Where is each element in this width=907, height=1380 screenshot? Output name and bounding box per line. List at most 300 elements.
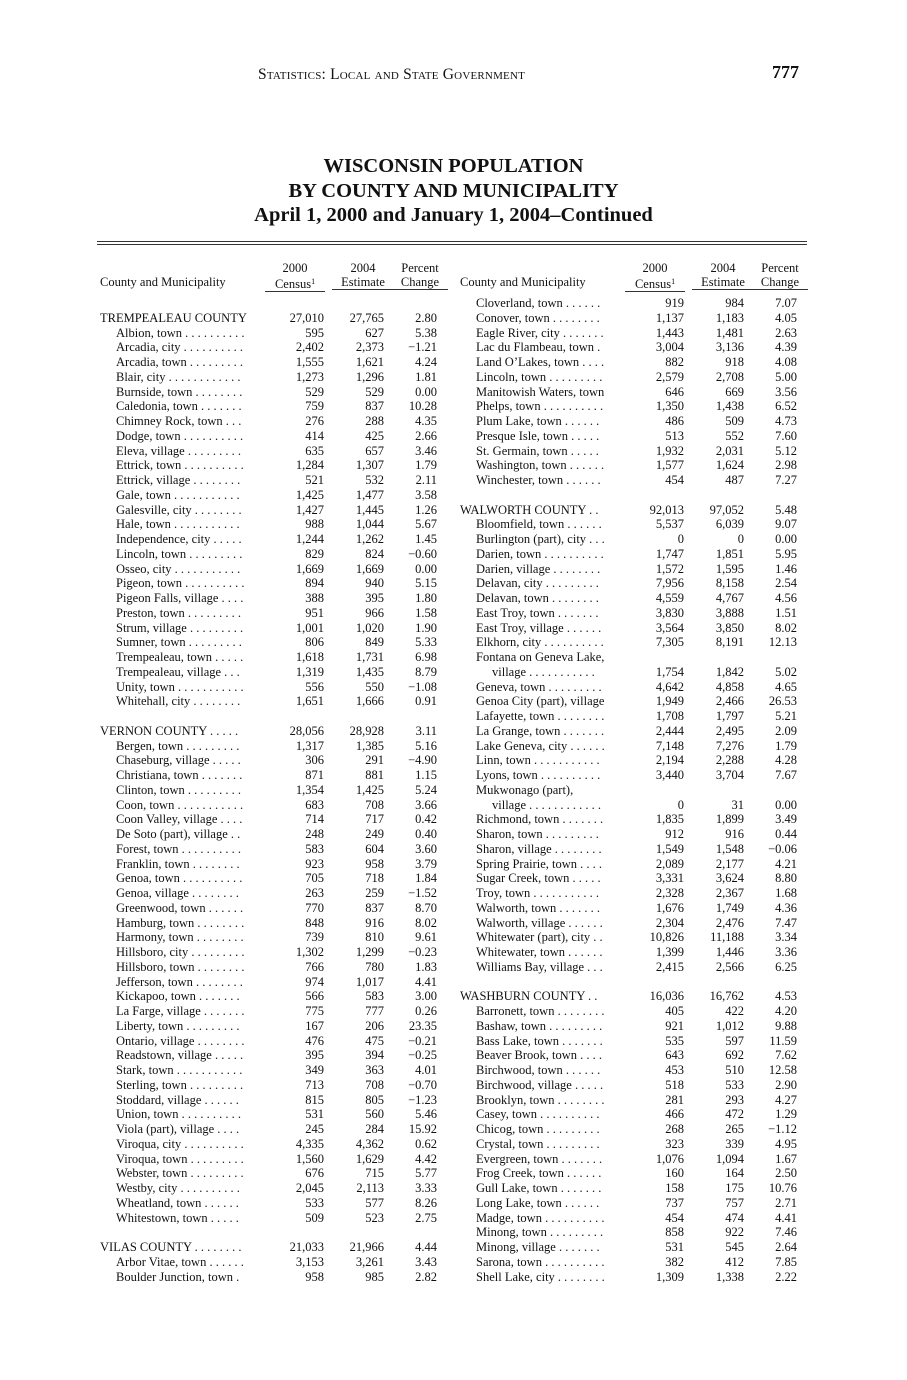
municipality-name: Evergreen, town . . . . . . .: [476, 1151, 603, 1166]
percent-change: 2.90: [775, 1077, 797, 1092]
municipality-name: Sumner, town . . . . . . . . .: [116, 635, 242, 650]
estimate-2004: 1,445: [355, 502, 384, 517]
municipality-name: Spring Prairie, town . . . .: [476, 856, 603, 871]
percent-change: 1.68: [775, 886, 797, 900]
estimate-2004: 2,466: [715, 694, 744, 709]
estimate-2004: 2,177: [715, 856, 744, 871]
census-2000: 759: [305, 399, 324, 414]
municipality-name: Harmony, town . . . . . . . .: [116, 930, 244, 945]
estimate-2004: 475: [365, 1033, 384, 1048]
estimate-2004: 1,595: [715, 561, 744, 576]
census-2000: 912: [665, 827, 684, 841]
percent-change: 2.64: [775, 1240, 797, 1254]
table-row: [460, 355, 805, 370]
header-census-top: 2000: [282, 261, 308, 275]
estimate-2004: 810: [365, 930, 384, 945]
municipality-name: De Soto (part), village . .: [116, 827, 241, 841]
estimate-2004: 3,704: [715, 768, 744, 782]
municipality-name: Lyons, town . . . . . . . . . .: [476, 768, 601, 782]
percent-change: 0.00: [775, 797, 797, 812]
table-row: [460, 1107, 805, 1122]
estimate-2004: 28,928: [349, 723, 384, 738]
municipality-name: Union, town . . . . . . . . . .: [116, 1107, 241, 1122]
estimate-2004: 3,850: [715, 620, 744, 635]
estimate-2004: 1,446: [715, 945, 744, 959]
municipality-name: Winchester, town . . . . . .: [476, 473, 601, 487]
census-2000: 513: [665, 428, 684, 443]
census-2000: 566: [305, 989, 324, 1004]
table-row: [460, 547, 805, 562]
table-row: [460, 753, 805, 768]
municipality-name: Viroqua, town . . . . . . . . .: [116, 1151, 244, 1166]
table-row: [100, 871, 445, 886]
percent-change: 4.28: [775, 753, 797, 768]
municipality-name: Stoddard, village . . . . . .: [116, 1092, 239, 1107]
percent-change: 3.33: [415, 1181, 437, 1195]
table-row: [460, 930, 805, 945]
section-spacer: [100, 296, 445, 311]
municipality-name: Richmond, town . . . . . . .: [476, 812, 604, 827]
estimate-2004: 206: [365, 1018, 384, 1033]
percent-change: 1.83: [415, 959, 437, 974]
estimate-2004: 394: [365, 1048, 384, 1063]
estimate-2004: 1,262: [355, 532, 384, 546]
estimate-2004: 533: [725, 1077, 744, 1092]
table-row: [100, 576, 445, 591]
census-2000: 388: [305, 591, 324, 605]
municipality-name: Whitehall, city . . . . . . . .: [116, 694, 241, 709]
municipality-name: Elkhorn, city . . . . . . . . . .: [476, 635, 604, 650]
estimate-2004: 6,039: [715, 517, 744, 532]
census-2000: 1,754: [655, 664, 684, 679]
header-change: [392, 261, 448, 290]
percent-change: −0.25: [408, 1048, 437, 1063]
percent-change: 1.90: [415, 620, 437, 635]
percent-change: 5.00: [775, 369, 797, 384]
estimate-2004: 918: [725, 355, 744, 369]
estimate-2004: 363: [365, 1063, 384, 1077]
percent-change: 7.27: [775, 473, 797, 487]
percent-change: −0.70: [408, 1077, 437, 1092]
municipality-name: Pigeon Falls, village . . . .: [116, 591, 244, 605]
municipality-name: Walworth, village . . . . . .: [476, 915, 603, 930]
municipality-name: Albion, town . . . . . . . . . .: [116, 325, 245, 340]
header-census-footnote: 1: [311, 277, 316, 286]
estimate-2004: 1,842: [715, 664, 744, 679]
table-row: [100, 857, 445, 872]
percent-change: −0.60: [408, 546, 437, 561]
census-2000: 1,284: [295, 458, 324, 473]
census-2000: 382: [665, 1254, 684, 1269]
municipality-name: Kickapoo, town . . . . . . .: [116, 989, 240, 1004]
table-row: [100, 945, 445, 960]
table-row: [460, 694, 805, 709]
census-2000: 1,319: [295, 664, 324, 679]
estimate-2004: 21,966: [349, 1240, 384, 1254]
census-2000: 535: [665, 1033, 684, 1048]
municipality-name: WASHBURN COUNTY . .: [460, 989, 598, 1004]
municipality-name: WALWORTH COUNTY . .: [460, 502, 599, 517]
estimate-2004: 425: [365, 428, 384, 443]
table-row: [100, 488, 445, 503]
census-2000: 829: [305, 546, 324, 561]
percent-change: 7.67: [775, 768, 797, 782]
municipality-name: Whitewater (part), city . .: [476, 930, 603, 945]
municipality-name: Liberty, town . . . . . . . . .: [116, 1018, 240, 1033]
census-2000: 245: [305, 1122, 324, 1136]
percent-change: 5.16: [415, 738, 437, 753]
percent-change: −1.23: [408, 1092, 437, 1107]
census-2000: 643: [665, 1048, 684, 1063]
estimate-2004: 259: [365, 886, 384, 900]
table-row: [100, 1255, 445, 1270]
table-row: [460, 680, 805, 695]
percent-change: 4.21: [775, 856, 797, 871]
estimate-2004: 1,435: [355, 664, 384, 679]
table-row: [100, 1004, 445, 1019]
table-row: [100, 517, 445, 532]
table-row: [100, 930, 445, 945]
estimate-2004: 1,296: [355, 369, 384, 384]
municipality-name: Bergen, town . . . . . . . . .: [116, 738, 240, 753]
municipality-name: Unity, town . . . . . . . . . . .: [116, 679, 244, 694]
percent-change: −1.21: [408, 340, 437, 355]
census-2000: 7,148: [655, 738, 684, 753]
percent-change: 3.11: [415, 723, 437, 738]
table-row: [460, 1181, 805, 1196]
municipality-name: Phelps, town . . . . . . . . . .: [476, 399, 604, 414]
percent-change: 1.29: [775, 1107, 797, 1122]
municipality-name: East Troy, village . . . . . .: [476, 620, 602, 635]
table-row: [460, 798, 805, 813]
percent-change: 2.09: [775, 723, 797, 738]
municipality-name: Franklin, town . . . . . . . .: [116, 856, 240, 871]
estimate-2004: 4,362: [355, 1136, 384, 1151]
census-2000: 1,317: [295, 738, 324, 753]
estimate-2004: 97,052: [709, 502, 744, 517]
table-row: [100, 414, 445, 429]
percent-change: 1.15: [415, 768, 437, 782]
census-2000: 0: [677, 797, 684, 812]
percent-change: 6.52: [775, 399, 797, 414]
table-row: [100, 621, 445, 636]
municipality-name: Burnside, town . . . . . . . .: [116, 384, 243, 399]
census-2000: 1,669: [295, 561, 324, 576]
municipality-name: Burlington (part), city . . .: [476, 532, 605, 546]
estimate-2004: 1,094: [715, 1151, 744, 1166]
percent-change: 4.42: [415, 1151, 437, 1166]
table-row: [460, 1240, 805, 1255]
estimate-2004: 1,477: [355, 487, 384, 502]
table-row: [460, 311, 805, 326]
county-row: [460, 503, 805, 518]
table-row: [100, 975, 445, 990]
table-row: [460, 532, 805, 547]
percent-change: 3.00: [415, 989, 437, 1004]
header-estimate-bottom: Estimate: [332, 275, 394, 290]
municipality-name: Birchwood, town . . . . . .: [476, 1063, 601, 1077]
table-row: [460, 473, 805, 488]
percent-change: −0.21: [408, 1033, 437, 1048]
percent-change: 0.42: [415, 812, 437, 827]
percent-change: −1.52: [408, 886, 437, 900]
estimate-2004: 669: [725, 384, 744, 399]
census-2000: 1,747: [655, 546, 684, 561]
table-row: [460, 1255, 805, 1270]
table-row: [100, 960, 445, 975]
municipality-name: Blair, city . . . . . . . . . . . .: [116, 369, 241, 384]
census-2000: 92,013: [649, 502, 684, 517]
estimate-2004: 1,299: [355, 945, 384, 959]
table-row: [460, 960, 805, 975]
percent-change: 4.56: [775, 591, 797, 605]
census-2000: 1,350: [655, 399, 684, 414]
percent-change: −4.90: [408, 753, 437, 768]
census-2000: 713: [305, 1077, 324, 1092]
municipality-name: Ontario, village . . . . . . . .: [116, 1033, 245, 1048]
estimate-2004: 958: [365, 856, 384, 871]
census-2000: 3,830: [655, 605, 684, 620]
census-2000: 815: [305, 1092, 324, 1107]
census-2000: 521: [305, 473, 324, 487]
census-2000: 635: [305, 443, 324, 458]
percent-change: 4.95: [775, 1136, 797, 1151]
census-2000: 1,309: [655, 1269, 684, 1284]
census-2000: 705: [305, 871, 324, 886]
estimate-2004: 708: [365, 1077, 384, 1092]
estimate-2004: 175: [725, 1181, 744, 1195]
municipality-name: Arcadia, town . . . . . . . . .: [116, 355, 244, 369]
municipality-name: Independence, city . . . . .: [116, 532, 242, 546]
estimate-2004: 916: [725, 827, 744, 841]
percent-change: 3.49: [775, 812, 797, 827]
census-2000: 739: [305, 930, 324, 945]
percent-change: 0.44: [775, 827, 797, 841]
estimate-2004: 552: [725, 428, 744, 443]
census-2000: 27,010: [289, 310, 324, 325]
census-2000: 1,835: [655, 812, 684, 827]
table-row: [100, 1270, 445, 1285]
municipality-name: TREMPEALEAU COUNTY: [100, 310, 247, 325]
table-row: [460, 1225, 805, 1240]
percent-change: 0.00: [415, 384, 437, 399]
percent-change: 4.73: [775, 414, 797, 428]
municipality-name: Plum Lake, town . . . . . .: [476, 414, 600, 428]
census-2000: 1,302: [295, 945, 324, 959]
municipality-name: Fontana on Geneva Lake,: [476, 650, 605, 664]
estimate-2004: 1,899: [715, 812, 744, 827]
census-2000: 263: [305, 886, 324, 900]
table-row: [100, 665, 445, 680]
top-rule: [97, 241, 807, 242]
percent-change: 2.11: [415, 473, 437, 487]
estimate-2004: 1,624: [715, 458, 744, 473]
table-row: [100, 1137, 445, 1152]
title-line-1: WISCONSIN POPULATION: [323, 155, 584, 177]
municipality-name: Galesville, city . . . . . . . .: [116, 502, 242, 517]
table-row: [100, 399, 445, 414]
census-2000: 529: [305, 384, 324, 399]
census-2000: 2,194: [655, 753, 684, 768]
census-2000: 531: [305, 1107, 324, 1122]
percent-change: 7.46: [775, 1225, 797, 1240]
percent-change: 5.24: [415, 782, 437, 797]
municipality-name: Sterling, town . . . . . . . . .: [116, 1077, 244, 1092]
estimate-2004: 472: [725, 1107, 744, 1122]
census-2000: 2,579: [655, 369, 684, 384]
estimate-2004: 881: [365, 768, 384, 782]
census-2000: 1,399: [655, 945, 684, 959]
percent-change: −1.12: [768, 1122, 797, 1136]
census-2000: 2,328: [655, 886, 684, 900]
municipality-name: Sarona, town . . . . . . . . . .: [476, 1254, 605, 1269]
municipality-name: Darien, village . . . . . . . .: [476, 561, 601, 576]
percent-change: 0.00: [415, 561, 437, 576]
estimate-2004: 708: [365, 797, 384, 812]
municipality-name: Viola (part), village . . . .: [116, 1122, 240, 1136]
census-2000: 2,444: [655, 723, 684, 738]
title-line-3: April 1, 2000 and January 1, 2004–Continued: [254, 204, 653, 226]
census-2000: 1,577: [655, 458, 684, 473]
estimate-2004: 2,495: [715, 723, 744, 738]
table-row: [100, 458, 445, 473]
table-row: [100, 739, 445, 754]
estimate-2004: 2,708: [715, 369, 744, 384]
estimate-2004: 1,020: [355, 620, 384, 635]
table-row: [460, 1034, 805, 1049]
municipality-name: Madge, town . . . . . . . . . .: [476, 1210, 605, 1225]
percent-change: 11.59: [769, 1033, 797, 1048]
percent-change: 1.79: [415, 458, 437, 473]
table-row: [100, 812, 445, 827]
estimate-2004: 657: [365, 443, 384, 458]
percent-change: 0.91: [415, 694, 437, 709]
municipality-name: Conover, town . . . . . . . .: [476, 310, 600, 325]
estimate-2004: 4,858: [715, 679, 744, 694]
estimate-2004: 1,044: [355, 517, 384, 532]
estimate-2004: 395: [365, 591, 384, 605]
municipality-name: Whitestown, town . . . . .: [116, 1210, 239, 1225]
estimate-2004: 1,669: [355, 561, 384, 576]
census-2000: 2,415: [655, 959, 684, 974]
header-census-bottom: Census: [274, 277, 312, 291]
percent-change: 4.27: [775, 1092, 797, 1107]
percent-change: 2.75: [415, 1210, 437, 1225]
table-row: [100, 1122, 445, 1137]
estimate-2004: 2,113: [356, 1181, 384, 1195]
percent-change: −0.23: [408, 945, 437, 959]
municipality-name: Arcadia, city . . . . . . . . . .: [116, 340, 244, 355]
estimate-2004: 545: [725, 1240, 744, 1254]
estimate-2004: 164: [725, 1166, 744, 1181]
census-2000: 0: [677, 532, 684, 546]
estimate-2004: 2,566: [715, 959, 744, 974]
left-column: [100, 258, 445, 1284]
census-2000: 556: [305, 679, 324, 694]
estimate-2004: 757: [725, 1195, 744, 1210]
census-2000: 766: [305, 959, 324, 974]
municipality-name: Presque Isle, town . . . . .: [476, 428, 600, 443]
percent-change: 1.67: [775, 1151, 797, 1166]
percent-change: 4.01: [415, 1063, 437, 1077]
census-2000: 714: [305, 812, 324, 827]
table-row: [100, 1107, 445, 1122]
table-row: [100, 385, 445, 400]
percent-change: 4.20: [775, 1004, 797, 1018]
estimate-2004: 8,158: [715, 576, 744, 591]
census-2000: 7,305: [655, 635, 684, 650]
municipality-name: Chicog, town . . . . . . . . .: [476, 1122, 600, 1136]
table-row: [460, 768, 805, 783]
table-row: [460, 709, 805, 724]
section-spacer: [100, 709, 445, 724]
municipality-name: Webster, town . . . . . . . . .: [116, 1166, 244, 1181]
percent-change: 5.48: [775, 502, 797, 517]
table-row: [460, 842, 805, 857]
table-row: [460, 370, 805, 385]
estimate-2004: 984: [725, 296, 744, 310]
municipality-name: Linn, town . . . . . . . . . . .: [476, 753, 600, 768]
municipality-name: Eagle River, city . . . . . . .: [476, 325, 604, 340]
table-row: [460, 458, 805, 473]
percent-change: 3.66: [415, 797, 437, 812]
municipality-name: Westby, city . . . . . . . . . .: [116, 1181, 240, 1195]
estimate-2004: 780: [365, 959, 384, 974]
estimate-2004: 1,017: [355, 974, 384, 989]
column-header: [460, 258, 805, 296]
census-2000: 10,826: [649, 930, 684, 945]
census-2000: 1,708: [655, 709, 684, 723]
municipality-name: Genoa City (part), village: [476, 694, 605, 709]
percent-change: 2.80: [415, 310, 437, 325]
municipality-name: East Troy, town . . . . . . .: [476, 605, 599, 620]
percent-change: 8.79: [415, 664, 437, 679]
estimate-2004: 3,136: [715, 340, 744, 355]
percent-change: 8.80: [775, 871, 797, 886]
estimate-2004: 849: [365, 635, 384, 650]
table-row: [100, 1093, 445, 1108]
percent-change: 4.53: [775, 989, 797, 1004]
estimate-2004: 339: [725, 1136, 744, 1151]
percent-change: 0.40: [415, 827, 437, 841]
census-2000: 167: [305, 1018, 324, 1033]
estimate-2004: 985: [365, 1269, 384, 1284]
table-row: [100, 532, 445, 547]
percent-change: 12.58: [768, 1063, 797, 1077]
percent-change: 9.88: [775, 1018, 797, 1033]
percent-change: 10.28: [408, 399, 437, 414]
percent-change: 5.33: [415, 635, 437, 650]
percent-change: 12.13: [768, 635, 797, 650]
municipality-name: Ettrick, village . . . . . . . .: [116, 473, 241, 487]
percent-change: 3.56: [775, 384, 797, 399]
census-2000: 158: [665, 1181, 684, 1195]
census-2000: 1,244: [295, 532, 324, 546]
table-row: [460, 650, 805, 665]
municipality-name: VERNON COUNTY . . . . .: [100, 723, 239, 738]
census-2000: 453: [665, 1063, 684, 1077]
table-row: [460, 385, 805, 400]
census-2000: 160: [665, 1166, 684, 1181]
municipality-name: Minong, village . . . . . . .: [476, 1240, 600, 1254]
table-row: [460, 945, 805, 960]
municipality-name: Stark, town . . . . . . . . . . .: [116, 1063, 243, 1077]
census-2000: 1,560: [295, 1151, 324, 1166]
estimate-2004: 474: [725, 1210, 744, 1225]
municipality-name: Hamburg, town . . . . . . . .: [116, 915, 245, 930]
percent-change: 8.26: [415, 1195, 437, 1210]
municipality-name: La Grange, town . . . . . . .: [476, 723, 605, 738]
